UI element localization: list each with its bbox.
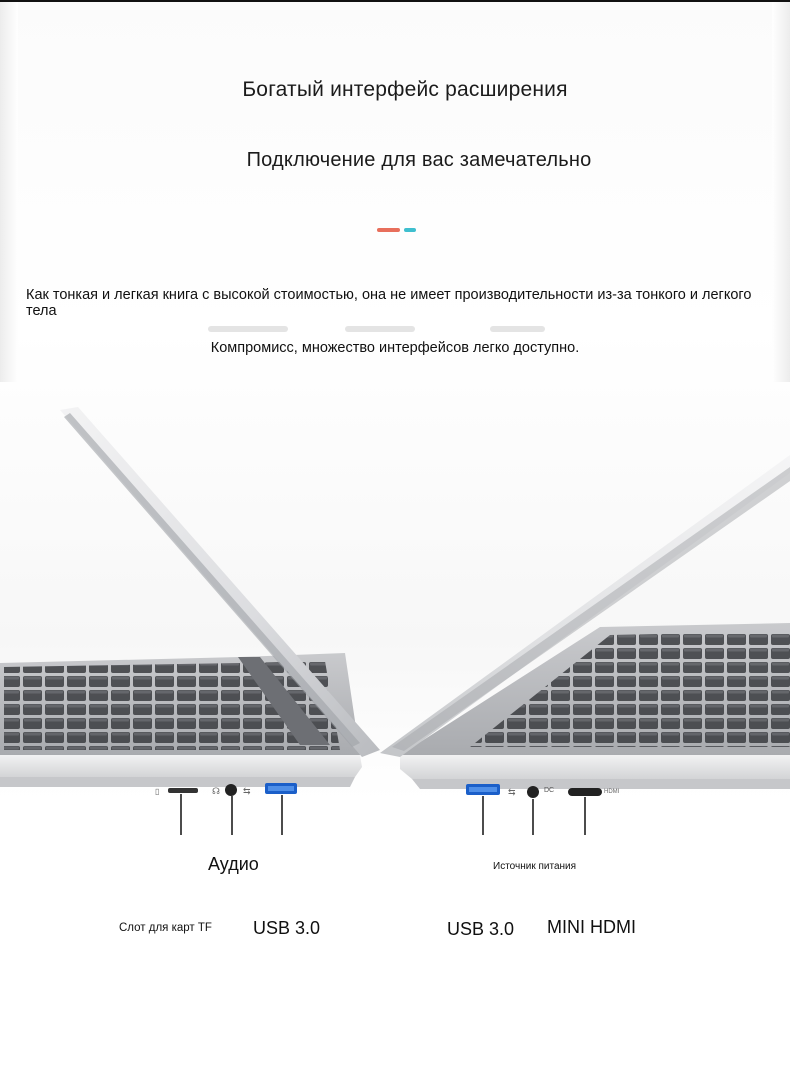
- power-port-label: Источник питания: [493, 861, 577, 872]
- audio-port-label: Аудио: [208, 854, 259, 874]
- svg-text:☊: ☊: [212, 786, 220, 796]
- svg-text:⇆: ⇆: [508, 787, 516, 797]
- mini-hdmi-label: MINI HDMI: [547, 917, 636, 937]
- top-border: [0, 0, 790, 2]
- dc-port-mark: DC: [544, 787, 555, 794]
- section-subtitle: Подключение для вас замечательно: [246, 149, 592, 171]
- hdmi-port-mark: HDMI: [604, 789, 620, 795]
- faded-text-artifact: [490, 326, 545, 332]
- left-edge-shade: [0, 2, 18, 382]
- faded-text-artifact: [345, 326, 415, 332]
- faded-text-artifact: [208, 326, 288, 332]
- tf-slot-label: Слот для карт TF: [119, 922, 212, 934]
- right-edge-shade: [772, 2, 790, 382]
- svg-text:▯: ▯: [155, 787, 160, 796]
- description-tagline: Компромисс, множество интерфейсов легко доступно.: [210, 340, 580, 356]
- left-laptop: [0, 407, 380, 835]
- usb-left-label: USB 3.0: [253, 918, 321, 938]
- section-title: Богатый интерфейс расширения: [242, 78, 568, 101]
- right-laptop: [380, 455, 790, 835]
- accent-dash-red: [377, 228, 400, 232]
- usb-right-label: USB 3.0: [447, 919, 515, 939]
- laptops-side-view-illustration: [0, 395, 790, 835]
- svg-text:⇆: ⇆: [243, 786, 251, 796]
- description-paragraph: Как тонкая и легкая книга с высокой стоимостью, она не имеет производительности из-за тонкого и легкого тела: [26, 287, 752, 319]
- accent-dash-teal: [404, 228, 416, 232]
